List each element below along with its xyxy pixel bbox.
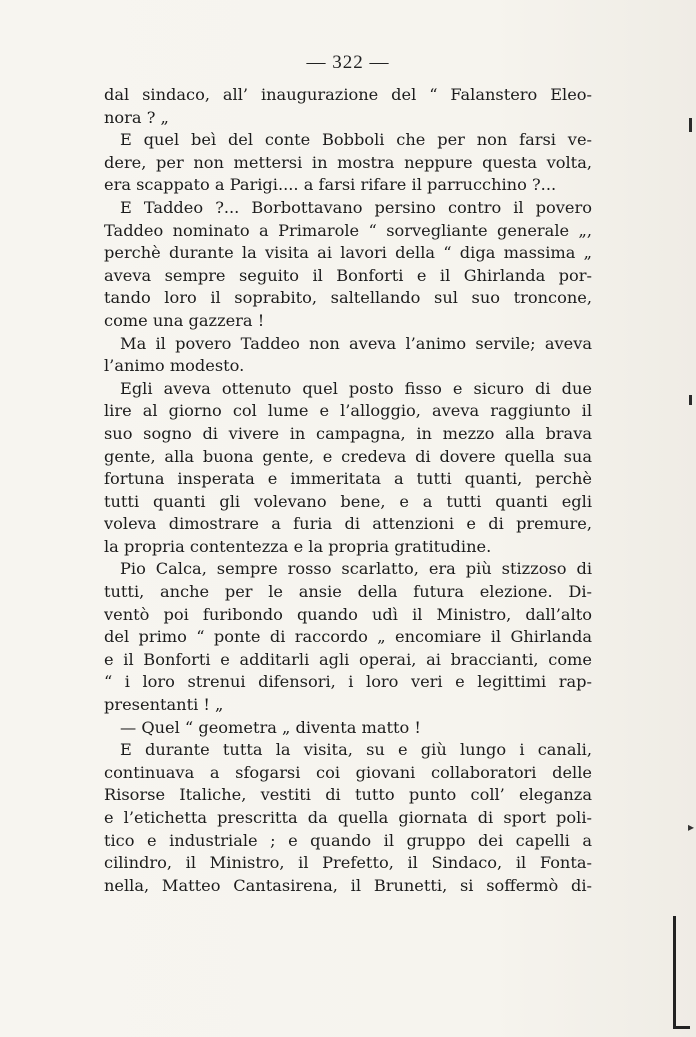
- text-line: perchè durante la visita ai lavori della “ diga massima „: [104, 243, 592, 263]
- page-number: — 322 —: [306, 52, 390, 73]
- page-edge-mark: [689, 395, 692, 405]
- text-line: Pio Calca, sempre rosso scarlatto, era più stizzoso di: [120, 559, 592, 579]
- text-line: “ i loro strenui difensori, i loro veri e legittimi rap-: [104, 672, 592, 692]
- text-line: gente, alla buona gente, e credeva di dovere quella sua: [104, 446, 592, 466]
- text-line: nora ? „: [104, 107, 169, 127]
- text-line: dal sindaco, all’ inaugurazione del “ Falanstero Eleo-: [104, 85, 592, 104]
- page-edge-mark: [689, 118, 692, 132]
- text-line: l’animo modesto.: [104, 356, 245, 376]
- text-line: tutti, anche per le ansie della futura elezione. Di-: [104, 582, 592, 602]
- page-edge-arrow-icon: ▸: [687, 820, 694, 834]
- text-line: Risorse Italiche, vestiti di tutto punto coll’ eleganza: [104, 785, 592, 805]
- text-line: aveva sempre seguito il Bonforti e il Ghirlanda por-: [104, 265, 592, 285]
- text-line: presentanti ! „: [104, 695, 224, 715]
- text-line: come una gazzera !: [104, 310, 265, 330]
- text-line: — Quel “ geometra „ diventa matto !: [120, 717, 421, 737]
- text-line: del primo “ ponte di raccordo „ encomiare il Ghirlanda: [104, 627, 592, 647]
- text-line: voleva dimostrare a furia di attenzioni e di premure,: [104, 514, 592, 534]
- text-line: continuava a sfogarsi coi giovani collaboratori delle: [104, 762, 592, 782]
- text-line: e il Bonforti e additarli agli operai, ai braccianti, come: [104, 649, 592, 669]
- text-line: nella, Matteo Cantasirena, il Brunetti, si soffermò di-: [104, 875, 592, 895]
- text-line: fortuna insperata e immeritata a tutti quanti, perchè: [104, 469, 592, 489]
- text-line: Egli aveva ottenuto quel posto fisso e sicuro di due: [120, 378, 592, 398]
- text-line: suo sogno di vivere in campagna, in mezzo alla brava: [104, 423, 592, 443]
- text-line: E Taddeo ?... Borbottavano persino contro il povero: [120, 197, 592, 217]
- text-line: era scappato a Parigi.... a farsi rifare il parrucchino ?...: [104, 175, 557, 195]
- text-line: tico e industriale ; e quando il gruppo dei capelli a: [104, 830, 592, 850]
- page-edge-bracket: [673, 916, 690, 1029]
- text-line: cilindro, il Ministro, il Prefetto, il Sindaco, il Fonta-: [104, 853, 592, 873]
- text-line: dere, per non mettersi in mostra neppure questa volta,: [104, 152, 592, 172]
- text-line: lire al giorno col lume e l’alloggio, aveva raggiunto il: [104, 401, 592, 421]
- text-line: tutti quanti gli volevano bene, e a tutti quanti egli: [104, 491, 592, 511]
- text-line: la propria contentezza e la propria gratitudine.: [104, 536, 492, 556]
- text-line: Ma il povero Taddeo non aveva l’animo servile; aveva: [120, 333, 592, 353]
- text-line: e l’etichetta prescritta da quella giornata di sport poli-: [104, 808, 592, 827]
- text-line: ventò poi furibondo quando udì il Ministro, dall’alto: [104, 604, 592, 624]
- text-line: Taddeo nominato a Primarole “ sorvegliante generale „,: [104, 220, 592, 240]
- text-line: E durante tutta la visita, su e giù lungo i canali,: [120, 740, 592, 760]
- body-text: [104, 84, 592, 897]
- text-line: E quel beì del conte Bobboli che per non farsi ve-: [120, 130, 592, 150]
- text-line: tando loro il soprabito, saltellando sul suo troncone,: [104, 288, 592, 308]
